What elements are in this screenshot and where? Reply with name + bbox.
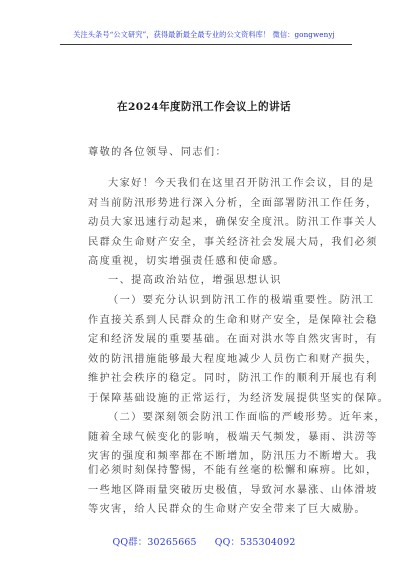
header-divider: [60, 44, 352, 45]
footer-qq-group: QQ群：30265665: [112, 537, 197, 548]
paragraph-line: 定和经济发展的重要基础。在面对洪水等自然灾害时，有: [88, 334, 378, 345]
paragraph-line: 维护社会秩序的稳定。同时，防汛工作的顺利开展也有利: [88, 373, 378, 384]
paragraph-line: 动员大家迅速行动起来，确保安全度汛。防汛工作事关人: [88, 217, 378, 228]
paragraph-line: 作直接关系到人民群众的生命和财产安全，是保障社会稳: [88, 314, 378, 326]
paragraph-intro: [88, 174, 378, 272]
paragraph-line: 灾害的强度和频率都在不断增加，防汛压力不断增大。我: [88, 451, 378, 462]
paragraph-line: （二）要深刻领会防汛工作面临的严峻形势。近年来，: [108, 412, 387, 423]
section-heading: [88, 271, 336, 291]
paragraph-line: 对当前防汛形势进行深入分析，全面部署防汛工作任务，: [88, 197, 378, 209]
footer-qq: QQ：535304092: [214, 537, 296, 548]
paragraph-line: 效的防汛措施能够最大程度地减少人员伤亡和财产损失，: [88, 353, 378, 365]
section-heading-text: 一、提高政治站位，增强思想认识: [108, 275, 282, 286]
paragraph-line: 高度重视，切实增强责任感和使命感。: [88, 256, 285, 267]
salutation: 尊敬的各位领导、同志们：: [88, 147, 228, 158]
header-banner: 关注头条号“公文研究”，获得最新最全最专业的公文资料库！ 微信：gongwenyj: [73, 30, 335, 39]
paragraph-line: 随着全球气候变化的影响，极端天气频发，暴雨、洪涝等: [88, 431, 378, 443]
paragraph-line: 们必须时刻保持警惕，不能有丝毫的松懈和麻痹。比如，: [88, 465, 378, 476]
paragraph-line: 一些地区降雨量突破历史极值，导致河水暴涨、山体滑坡: [88, 484, 378, 496]
paragraph-body: [88, 291, 390, 467]
paragraph-line: 等灾害，给人民群众的生命财产安全带来了巨大威胁。: [88, 504, 367, 515]
footer-contact: [0, 534, 408, 548]
document-title: 在2024年度防汛工作会议上的讲话: [116, 101, 291, 113]
paragraph-line: （一）要充分认识到防汛工作的极端重要性。防汛工: [108, 295, 375, 306]
paragraph-line: 于保障基础设施的正常运行，为经济发展提供坚实的保障。: [88, 392, 390, 404]
paragraph-body-continued: [88, 461, 378, 520]
paragraph-line: 大家好！今天我们在这里召开防汛工作会议，目的是: [108, 178, 375, 189]
paragraph-line: 民群众生命财产安全，事关经济社会发展大局，我们必须: [88, 236, 378, 248]
